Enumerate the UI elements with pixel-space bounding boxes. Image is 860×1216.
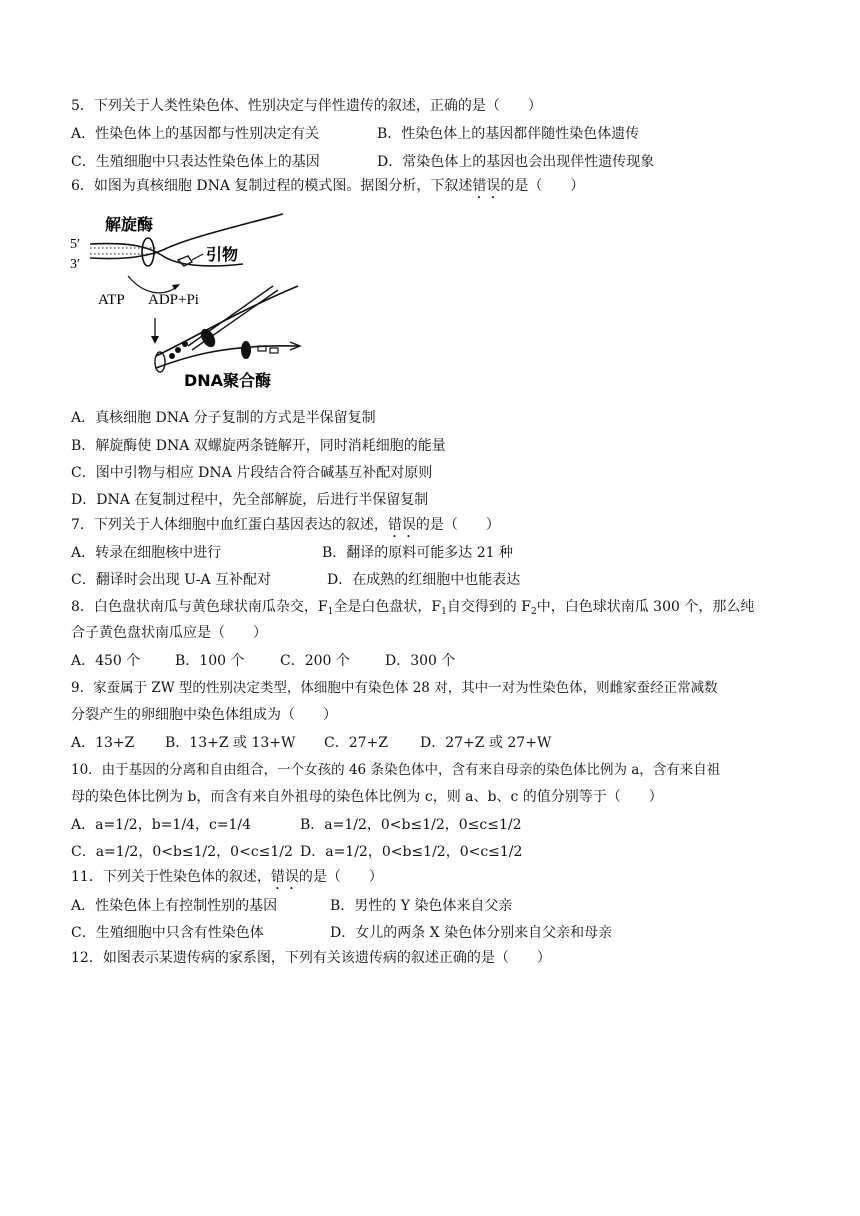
label-adp: ADP+Pi (148, 292, 199, 308)
label-polymerase: DNA聚合酶 (184, 371, 272, 390)
q6-option-a: A．真核细胞 DNA 分子复制的方式是半保留复制 (71, 410, 376, 426)
q8-text-d: 中，白色球状南瓜 300 个，那么纯 (536, 599, 755, 615)
q10-option-c: C．a=1/2，0<b≤1/2，0<c≤1/2 (71, 844, 293, 860)
q8-text-b: 全是白色盘状，F (333, 599, 442, 615)
q8-stem-line1 (71, 597, 754, 617)
q8-text-a: 8．白色盘状南瓜与黄色球状南瓜杂交，F (71, 599, 328, 615)
q11-stem-tail: 的是（ ） (298, 869, 383, 885)
q12-stem: 12．如图表示某遗传病的家系图，下列有关该遗传病的叙述正确的是（ ） (71, 950, 551, 966)
q11-option-d: D．女儿的两条 X 染色体分别来自父亲和母亲 (330, 925, 613, 941)
q9-stem-line1: 9．家蚕属于 ZW 型的性别决定类型，体细胞中有染色体 28 对，其中一对为性染色体，则雌家蚕经正常减数 (71, 680, 718, 696)
q11-stem (71, 867, 383, 887)
q10-option-b: B．a=1/2，0<b≤1/2，0≤c≤1/2 (300, 817, 522, 833)
q8-sub-3: 2 (530, 607, 537, 617)
q11-stem-text: 11．下列关于性染色体的叙述， (71, 869, 271, 885)
label-five-prime: 5′ (70, 237, 81, 252)
q8-sub-1: 1 (327, 607, 334, 617)
q6-stem-emphasis: 错误 (472, 178, 501, 194)
q5-option-b: B．性染色体上的基因都伴随性染色体遗传 (377, 126, 640, 142)
q7-stem-emphasis: 错误 (387, 517, 416, 533)
q11-option-c: C．生殖细胞中只含有性染色体 (71, 925, 264, 941)
q9-option-d: D．27+Z 或 27+W (420, 735, 552, 751)
q9-stem-line2: 分裂产生的卵细胞中染色体组成为（ ） (71, 707, 337, 723)
q8-option-d: D．300 个 (385, 653, 456, 669)
q7-stem (71, 515, 500, 535)
polymerase-shape-2 (241, 341, 251, 359)
q7-option-a: A．转录在细胞核中进行 (71, 545, 222, 561)
label-three-prime: 3′ (70, 257, 81, 272)
q5-stem: 5．下列关于人类性染色体、性别决定与伴性遗传的叙述，正确的是（ ） (71, 98, 542, 114)
q6-stem-text: 6．如图为真核细胞 DNA 复制过程的模式图。据图分析，下叙述 (71, 178, 473, 194)
q8-sub-2: 1 (441, 607, 447, 617)
q8-option-b: B．100 个 (175, 653, 245, 669)
q10-stem-line2: 母的染色体比例为 b，而含有来自外祖母的染色体比例为 c，则 a、b、c 的值分别等于（ ） (71, 789, 663, 805)
q9-option-b: B．13+Z 或 13+W (165, 735, 296, 751)
q7-option-c: C．翻译时会出现 U-A 互补配对 (71, 572, 272, 588)
q7-stem-tail: 的是（ ） (415, 517, 500, 533)
label-atp: ATP (98, 292, 125, 308)
q6-option-c: C．图中引物与相应 DNA 片段结合符合碱基互补配对原则 (71, 465, 433, 481)
q9-option-a: A．13+Z (71, 735, 135, 751)
q8-option-a: A．450 个 (71, 653, 141, 669)
q11-option-b: B．男性的 Y 染色体来自父亲 (330, 898, 513, 914)
q11-option-a: A．性染色体上有控制性别的基因 (71, 898, 278, 914)
q5-option-c: C．生殖细胞中只表达性染色体上的基因 (71, 154, 320, 170)
q6-option-d: D．DNA 在复制过程中，先全部解旋，后进行半保留复制 (71, 492, 429, 508)
label-primer: 引物 (206, 245, 239, 264)
label-helicase: 解旋酶 (105, 215, 154, 234)
dna-replication-figure (68, 206, 313, 392)
q11-stem-emphasis: 错误 (270, 869, 299, 885)
q5-option-d: D．常染色体上的基因也会出现伴性遗传现象 (377, 154, 655, 170)
q8-option-c: C．200 个 (280, 653, 350, 669)
q10-option-d: D．a=1/2，0<b≤1/2，0<c≤1/2 (300, 844, 523, 860)
q10-option-a: A．a=1/2，b=1/4，c=1/4 (71, 817, 252, 833)
q7-option-d: D．在成熟的红细胞中也能表达 (327, 572, 521, 588)
q7-stem-text: 7．下列关于人体细胞中血红蛋白基因表达的叙述， (71, 517, 388, 533)
q7-option-b: B．翻译的原料可能多达 21 种 (322, 545, 514, 561)
q6-option-b: B．解旋酶使 DNA 双螺旋两条链解开，同时消耗细胞的能量 (71, 438, 446, 454)
q9-option-c: C．27+Z (324, 735, 388, 751)
q8-text-c: 自交得到的 F (446, 599, 531, 615)
q5-option-a: A．性染色体上的基因都与性别决定有关 (71, 126, 320, 142)
q10-stem-line1: 10．由于基因的分离和自由组合，一个女孩的 46 条染色体中，含有来自母亲的染色体比例为 a，含有来自祖 (71, 762, 721, 778)
q6-stem-tail: 的是（ ） (500, 178, 585, 194)
q6-stem (71, 176, 584, 196)
q8-stem-line2: 合子黄色盘状南瓜应是（ ） (71, 625, 267, 641)
